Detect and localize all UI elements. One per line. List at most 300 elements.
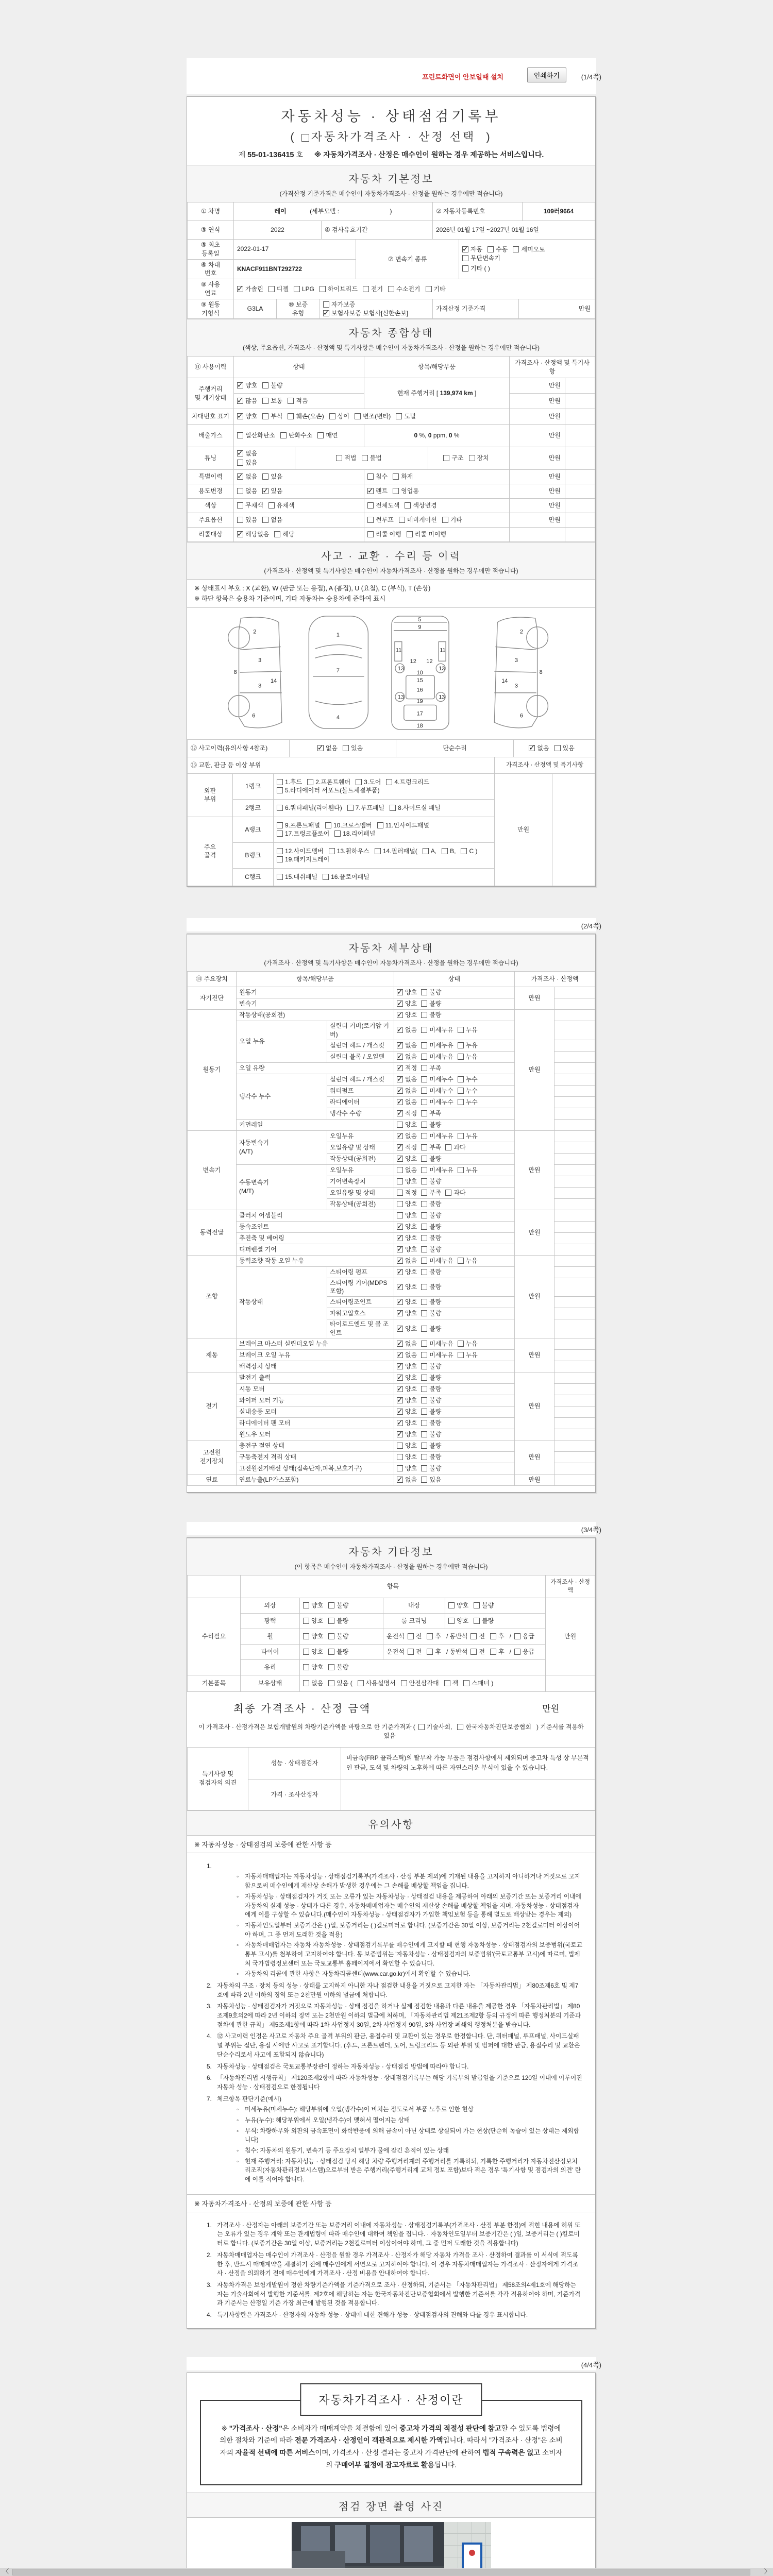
checkbox-option[interactable] <box>407 530 446 539</box>
checkbox-checked-icon[interactable] <box>237 473 243 480</box>
checkbox-icon[interactable] <box>407 531 413 537</box>
checkbox-icon[interactable] <box>303 1680 309 1686</box>
checkbox-icon[interactable] <box>421 1144 427 1150</box>
checkbox-option[interactable] <box>444 1679 459 1688</box>
checkbox-option[interactable] <box>427 1648 441 1656</box>
checkbox-option[interactable] <box>397 1132 417 1141</box>
checkbox-icon[interactable] <box>421 1465 427 1471</box>
checkbox-option[interactable] <box>490 1648 505 1656</box>
checkbox-icon[interactable] <box>421 1122 427 1128</box>
checkbox-icon[interactable] <box>329 413 335 419</box>
checkbox-icon[interactable] <box>462 255 468 261</box>
checkbox-option[interactable] <box>328 1663 348 1672</box>
checkbox-checked-icon[interactable] <box>397 1065 403 1071</box>
checkbox-option[interactable] <box>237 412 257 421</box>
checkbox-option[interactable] <box>421 1155 441 1163</box>
checkbox-icon[interactable] <box>426 286 432 292</box>
checkbox-option[interactable] <box>277 847 324 856</box>
checkbox-option[interactable] <box>401 1679 439 1688</box>
checkbox-icon[interactable] <box>463 1680 469 1686</box>
checkbox-option[interactable] <box>490 1632 505 1641</box>
checkbox-icon[interactable] <box>274 531 280 537</box>
checkbox-option[interactable] <box>367 472 388 481</box>
checkbox-icon[interactable] <box>358 1680 364 1686</box>
scroll-right-arrow-icon[interactable]: 〉 <box>764 2568 770 2575</box>
checkbox-option[interactable] <box>397 999 417 1008</box>
checkbox-icon[interactable] <box>458 1099 464 1105</box>
checkbox-option[interactable] <box>303 1601 323 1610</box>
checkbox-option[interactable] <box>367 530 401 539</box>
checkbox-option[interactable] <box>397 1223 417 1231</box>
checkbox-option[interactable] <box>397 1476 417 1484</box>
checkbox-option[interactable] <box>355 412 391 421</box>
checkbox-icon[interactable] <box>462 265 468 272</box>
checkbox-icon[interactable] <box>277 874 283 880</box>
checkbox-option[interactable] <box>397 1200 417 1209</box>
checkbox-checked-icon[interactable] <box>462 246 468 252</box>
checkbox-option[interactable] <box>274 530 294 539</box>
checkbox-icon[interactable] <box>421 1178 427 1184</box>
checkbox-icon[interactable] <box>470 1633 477 1639</box>
checkbox-icon[interactable] <box>421 1341 427 1347</box>
checkbox-checked-icon[interactable] <box>397 1352 403 1358</box>
checkbox-option[interactable] <box>421 1283 441 1292</box>
checkbox-icon[interactable] <box>355 413 361 419</box>
checkbox-icon[interactable] <box>421 1012 427 1018</box>
checkbox-option[interactable] <box>303 1679 323 1688</box>
checkbox-icon[interactable] <box>237 460 243 466</box>
checkbox-option[interactable] <box>421 1132 453 1141</box>
checkbox-icon[interactable] <box>262 473 268 480</box>
checkbox-icon[interactable] <box>469 455 475 461</box>
checkbox-option[interactable] <box>421 1340 453 1348</box>
checkbox-icon[interactable] <box>458 1258 464 1264</box>
checkbox-option[interactable] <box>320 285 358 294</box>
checkbox-icon[interactable] <box>367 473 374 480</box>
checkbox-option[interactable] <box>418 1722 452 1731</box>
checkbox-option[interactable] <box>458 1041 478 1050</box>
checkbox-checked-icon[interactable] <box>397 1235 403 1241</box>
checkbox-icon[interactable] <box>268 286 275 292</box>
checkbox-option[interactable] <box>317 431 338 440</box>
checkbox-checked-icon[interactable] <box>397 1284 403 1290</box>
checkbox-checked-icon[interactable] <box>397 1341 403 1347</box>
checkbox-option[interactable] <box>421 1396 441 1405</box>
checkbox-icon[interactable] <box>280 432 287 438</box>
checkbox-icon[interactable] <box>458 1054 464 1060</box>
checkbox-option[interactable] <box>421 1408 441 1416</box>
checkbox-option[interactable] <box>458 1166 478 1175</box>
checkbox-checked-icon[interactable] <box>237 450 243 456</box>
checkbox-icon[interactable] <box>421 1065 427 1071</box>
checkbox-option[interactable] <box>514 1632 534 1641</box>
checkbox-option[interactable] <box>237 381 257 390</box>
checkbox-option[interactable] <box>462 264 490 273</box>
checkbox-icon[interactable] <box>445 1144 451 1150</box>
checkbox-icon[interactable] <box>443 455 449 461</box>
checkbox-option[interactable] <box>421 1245 441 1254</box>
checkbox-option[interactable] <box>421 1011 441 1020</box>
checkbox-icon[interactable] <box>367 517 374 523</box>
checkbox-icon[interactable] <box>421 1246 427 1252</box>
checkbox-icon[interactable] <box>237 488 243 494</box>
checkbox-option[interactable] <box>343 744 363 753</box>
checkbox-icon[interactable] <box>367 502 374 509</box>
checkbox-icon[interactable] <box>388 286 394 292</box>
checkbox-checked-icon[interactable] <box>397 1269 403 1275</box>
checkbox-icon[interactable] <box>347 805 354 811</box>
checkbox-icon[interactable] <box>461 848 467 854</box>
checkbox-icon[interactable] <box>554 745 561 751</box>
checkbox-option[interactable] <box>423 847 436 856</box>
checkbox-icon[interactable] <box>458 1042 464 1048</box>
checkbox-icon[interactable] <box>397 1178 403 1184</box>
checkbox-icon[interactable] <box>343 745 349 751</box>
checkbox-checked-icon[interactable] <box>317 745 324 751</box>
checkbox-checked-icon[interactable] <box>237 531 243 537</box>
checkbox-option[interactable] <box>397 1430 417 1439</box>
checkbox-icon[interactable] <box>328 1649 334 1655</box>
checkbox-option[interactable] <box>458 1053 478 1061</box>
checkbox-option[interactable] <box>397 1245 417 1254</box>
checkbox-icon[interactable] <box>328 1618 334 1624</box>
checkbox-icon[interactable] <box>362 455 368 461</box>
checkbox-icon[interactable] <box>277 831 283 837</box>
checkbox-option[interactable] <box>375 847 417 856</box>
checkbox-icon[interactable] <box>397 1201 403 1207</box>
checkbox-option[interactable] <box>277 873 317 882</box>
checkbox-option[interactable] <box>277 804 342 812</box>
checkbox-option[interactable] <box>397 988 417 997</box>
checkbox-option[interactable] <box>397 1143 417 1152</box>
checkbox-option[interactable] <box>458 1340 478 1348</box>
checkbox-option[interactable] <box>488 245 508 254</box>
checkbox-option[interactable] <box>405 501 436 510</box>
checkbox-checked-icon[interactable] <box>397 1409 403 1415</box>
checkbox-option[interactable] <box>388 285 420 294</box>
checkbox-option[interactable] <box>421 1351 453 1360</box>
checkbox-option[interactable] <box>421 1026 453 1035</box>
checkbox-checked-icon[interactable] <box>237 413 243 419</box>
checkbox-checked-icon[interactable] <box>397 1133 403 1139</box>
checkbox-icon[interactable] <box>367 531 374 537</box>
checkbox-icon[interactable] <box>421 1042 427 1048</box>
checkbox-checked-icon[interactable] <box>397 1477 403 1483</box>
checkbox-icon[interactable] <box>397 1190 403 1196</box>
checkbox-option[interactable] <box>513 245 545 254</box>
checkbox-icon[interactable] <box>458 1167 464 1173</box>
checkbox-icon[interactable] <box>421 1409 427 1415</box>
checkbox-option[interactable] <box>288 412 324 421</box>
checkbox-option[interactable] <box>367 501 399 510</box>
checkbox-option[interactable] <box>237 459 292 467</box>
checkbox-option[interactable] <box>458 1087 478 1095</box>
checkbox-checked-icon[interactable] <box>397 1246 403 1252</box>
checkbox-option[interactable] <box>237 501 263 510</box>
checkbox-icon[interactable] <box>288 413 294 419</box>
checkbox-icon[interactable] <box>334 831 341 837</box>
checkbox-icon[interactable] <box>401 1680 407 1686</box>
checkbox-option[interactable] <box>421 1121 441 1129</box>
scroll-left-arrow-icon[interactable]: 〈 <box>3 2568 9 2575</box>
checkbox-icon[interactable] <box>328 1602 334 1608</box>
checkbox-option[interactable] <box>397 1166 417 1175</box>
checkbox-option[interactable] <box>328 1601 348 1610</box>
checkbox-option[interactable] <box>529 744 549 753</box>
checkbox-icon[interactable] <box>277 822 283 828</box>
checkbox-checked-icon[interactable] <box>237 398 243 404</box>
checkbox-option[interactable] <box>363 285 383 294</box>
checkbox-option[interactable] <box>237 397 257 405</box>
checkbox-option[interactable] <box>421 1298 441 1307</box>
checkbox-option[interactable] <box>421 1075 453 1084</box>
checkbox-option[interactable] <box>262 412 282 421</box>
horizontal-scrollbar[interactable] <box>0 2568 773 2576</box>
checkbox-option[interactable] <box>421 1374 441 1382</box>
checkbox-option[interactable] <box>393 472 413 481</box>
checkbox-option[interactable] <box>397 1309 417 1318</box>
checkbox-option[interactable] <box>347 804 384 812</box>
checkbox-option[interactable] <box>317 744 338 753</box>
checkbox-option[interactable] <box>377 821 429 830</box>
checkbox-option[interactable] <box>277 821 320 830</box>
checkbox-option[interactable] <box>301 128 476 144</box>
checkbox-icon[interactable] <box>421 1235 427 1241</box>
checkbox-icon[interactable] <box>421 1431 427 1437</box>
checkbox-option[interactable] <box>448 1617 468 1625</box>
checkbox-option[interactable] <box>421 1143 441 1152</box>
checkbox-icon[interactable] <box>390 805 396 811</box>
checkbox-checked-icon[interactable] <box>397 1110 403 1116</box>
checkbox-option[interactable] <box>336 454 356 463</box>
checkbox-option[interactable] <box>277 829 329 838</box>
checkbox-checked-icon[interactable] <box>397 1027 403 1033</box>
print-button[interactable]: 인쇄하기 <box>527 67 566 82</box>
checkbox-icon[interactable] <box>301 134 309 142</box>
checkbox-option[interactable] <box>463 1679 493 1688</box>
checkbox-option[interactable] <box>397 1374 417 1382</box>
checkbox-option[interactable] <box>386 778 429 787</box>
checkbox-option[interactable] <box>554 744 575 753</box>
price-survey-select-checkbox[interactable] <box>301 130 481 143</box>
checkbox-icon[interactable] <box>277 848 283 854</box>
checkbox-icon[interactable] <box>294 286 300 292</box>
checkbox-option[interactable] <box>397 1257 417 1265</box>
checkbox-icon[interactable] <box>458 1341 464 1347</box>
checkbox-icon[interactable] <box>421 1258 427 1264</box>
checkbox-option[interactable] <box>328 1617 348 1625</box>
checkbox-icon[interactable] <box>448 1602 455 1608</box>
checkbox-option[interactable] <box>421 1109 441 1118</box>
checkbox-icon[interactable] <box>303 1664 309 1670</box>
checkbox-icon[interactable] <box>442 848 448 854</box>
checkbox-option[interactable] <box>397 1464 417 1473</box>
checkbox-icon[interactable] <box>320 286 326 292</box>
checkbox-icon[interactable] <box>421 1363 427 1369</box>
checkbox-checked-icon[interactable] <box>397 1375 403 1381</box>
checkbox-checked-icon[interactable] <box>237 286 243 292</box>
checkbox-option[interactable] <box>397 1075 417 1084</box>
checkbox-checked-icon[interactable] <box>237 382 243 388</box>
checkbox-checked-icon[interactable] <box>397 1156 403 1162</box>
checkbox-icon[interactable] <box>421 1443 427 1449</box>
checkbox-option[interactable] <box>397 1053 417 1061</box>
checkbox-icon[interactable] <box>397 1443 403 1449</box>
checkbox-option[interactable] <box>421 1476 441 1484</box>
checkbox-icon[interactable] <box>421 1454 427 1460</box>
checkbox-icon[interactable] <box>268 502 275 509</box>
checkbox-option[interactable] <box>397 1442 417 1450</box>
checkbox-option[interactable] <box>399 516 437 524</box>
checkbox-option[interactable] <box>262 487 282 496</box>
checkbox-option[interactable] <box>397 1041 417 1050</box>
checkbox-option[interactable] <box>358 1679 396 1688</box>
checkbox-option[interactable] <box>421 1098 453 1107</box>
checkbox-icon[interactable] <box>421 1076 427 1082</box>
checkbox-option[interactable] <box>237 449 292 458</box>
checkbox-option[interactable] <box>329 412 349 421</box>
checkbox-option[interactable] <box>328 1632 348 1641</box>
checkbox-option[interactable] <box>426 285 446 294</box>
checkbox-icon[interactable] <box>514 1649 520 1655</box>
checkbox-option[interactable] <box>262 516 282 524</box>
checkbox-icon[interactable] <box>421 1110 427 1116</box>
checkbox-option[interactable] <box>458 1098 478 1107</box>
checkbox-option[interactable] <box>397 1362 417 1371</box>
checkbox-option[interactable] <box>470 1632 485 1641</box>
checkbox-checked-icon[interactable] <box>397 1099 403 1105</box>
checkbox-icon[interactable] <box>375 848 381 854</box>
checkbox-checked-icon[interactable] <box>397 1363 403 1369</box>
checkbox-option[interactable] <box>421 1053 453 1061</box>
checkbox-option[interactable] <box>237 487 257 496</box>
checkbox-option[interactable] <box>390 804 441 812</box>
checkbox-option[interactable] <box>237 530 269 539</box>
checkbox-icon[interactable] <box>405 502 411 509</box>
checkbox-option[interactable] <box>457 1722 531 1731</box>
checkbox-option[interactable] <box>397 1268 417 1277</box>
checkbox-option[interactable] <box>307 778 350 787</box>
checkbox-icon[interactable] <box>336 455 342 461</box>
checkbox-option[interactable] <box>421 1419 441 1428</box>
checkbox-icon[interactable] <box>377 822 383 828</box>
checkbox-option[interactable] <box>443 454 463 463</box>
checkbox-icon[interactable] <box>421 1088 427 1094</box>
checkbox-option[interactable] <box>334 829 375 838</box>
checkbox-option[interactable] <box>421 1362 441 1371</box>
checkbox-icon[interactable] <box>421 1326 427 1332</box>
checkbox-icon[interactable] <box>421 1397 427 1403</box>
checkbox-option[interactable] <box>397 1385 417 1394</box>
checkbox-icon[interactable] <box>397 1122 403 1128</box>
checkbox-option[interactable] <box>397 1189 417 1197</box>
checkbox-option[interactable] <box>237 472 257 481</box>
checkbox-option[interactable] <box>421 1087 453 1095</box>
checkbox-option[interactable] <box>421 1223 441 1231</box>
checkbox-option[interactable] <box>421 1189 441 1197</box>
checkbox-option[interactable] <box>421 1309 441 1318</box>
checkbox-option[interactable] <box>303 1648 323 1656</box>
checkbox-option[interactable] <box>397 1026 417 1035</box>
checkbox-option[interactable] <box>421 1464 441 1473</box>
checkbox-icon[interactable] <box>427 1633 433 1639</box>
checkbox-option[interactable] <box>397 1087 417 1095</box>
checkbox-icon[interactable] <box>490 1649 496 1655</box>
checkbox-icon[interactable] <box>396 413 402 419</box>
checkbox-icon[interactable] <box>262 382 268 388</box>
checkbox-option[interactable] <box>458 1351 478 1360</box>
checkbox-option[interactable] <box>514 1648 534 1656</box>
checkbox-checked-icon[interactable] <box>397 1326 403 1332</box>
checkbox-icon[interactable] <box>513 246 519 252</box>
checkbox-icon[interactable] <box>303 1618 309 1624</box>
checkbox-option[interactable] <box>421 1177 441 1186</box>
checkbox-option[interactable] <box>445 1189 465 1197</box>
checkbox-icon[interactable] <box>474 1618 480 1624</box>
checkbox-option[interactable] <box>474 1617 494 1625</box>
checkbox-option[interactable] <box>262 381 282 390</box>
checkbox-option[interactable] <box>397 1211 417 1220</box>
checkbox-option[interactable] <box>397 1283 417 1292</box>
checkbox-option[interactable] <box>397 1011 417 1020</box>
checkbox-icon[interactable] <box>421 1167 427 1173</box>
checkbox-icon[interactable] <box>418 1724 425 1730</box>
checkbox-icon[interactable] <box>423 848 429 854</box>
checkbox-option[interactable] <box>448 1601 468 1610</box>
checkbox-icon[interactable] <box>514 1633 520 1639</box>
checkbox-icon[interactable] <box>303 1649 309 1655</box>
checkbox-icon[interactable] <box>325 822 331 828</box>
checkbox-option[interactable] <box>421 1430 441 1439</box>
checkbox-checked-icon[interactable] <box>397 1258 403 1264</box>
checkbox-option[interactable] <box>397 1453 417 1462</box>
checkbox-option[interactable] <box>280 431 312 440</box>
checkbox-icon[interactable] <box>262 398 268 404</box>
checkbox-icon[interactable] <box>328 1680 334 1686</box>
checkbox-checked-icon[interactable] <box>397 1299 403 1305</box>
checkbox-icon[interactable] <box>421 1299 427 1305</box>
checkbox-icon[interactable] <box>237 432 243 438</box>
checkbox-option[interactable] <box>262 472 282 481</box>
checkbox-option[interactable] <box>421 1453 441 1462</box>
checkbox-option[interactable] <box>323 873 369 882</box>
checkbox-option[interactable] <box>303 1632 323 1641</box>
checkbox-checked-icon[interactable] <box>397 1420 403 1426</box>
checkbox-icon[interactable] <box>317 432 324 438</box>
checkbox-checked-icon[interactable] <box>397 1431 403 1437</box>
checkbox-checked-icon[interactable] <box>397 1397 403 1403</box>
checkbox-icon[interactable] <box>399 517 405 523</box>
checkbox-icon[interactable] <box>458 1352 464 1358</box>
checkbox-option[interactable] <box>325 821 372 830</box>
checkbox-icon[interactable] <box>262 413 268 419</box>
checkbox-icon[interactable] <box>421 1477 427 1483</box>
checkbox-icon[interactable] <box>421 1156 427 1162</box>
checkbox-icon[interactable] <box>470 1649 477 1655</box>
checkbox-option[interactable] <box>397 1325 417 1333</box>
checkbox-icon[interactable] <box>458 1076 464 1082</box>
checkbox-checked-icon[interactable] <box>397 1144 403 1150</box>
checkbox-icon[interactable] <box>448 1618 455 1624</box>
checkbox-icon[interactable] <box>421 1224 427 1230</box>
checkbox-icon[interactable] <box>237 502 243 509</box>
checkbox-icon[interactable] <box>457 1724 463 1730</box>
checkbox-icon[interactable] <box>277 779 283 785</box>
checkbox-option[interactable] <box>458 1026 478 1035</box>
checkbox-option[interactable] <box>421 999 441 1008</box>
checkbox-option[interactable] <box>461 847 477 856</box>
checkbox-option[interactable] <box>328 1679 352 1688</box>
